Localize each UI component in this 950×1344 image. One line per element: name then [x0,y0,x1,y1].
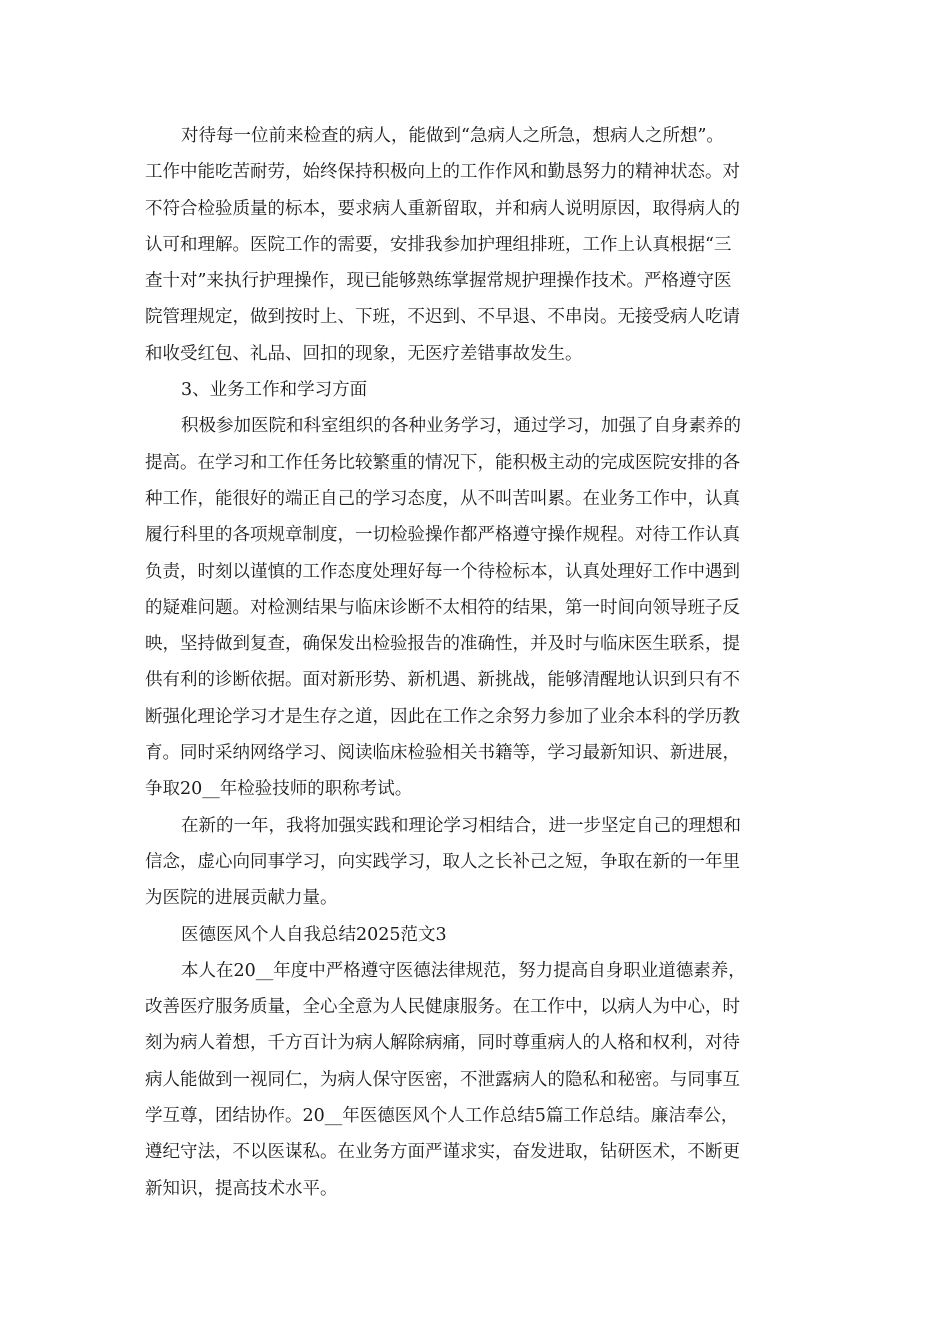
text-line: 医德医风个人自我总结2025范文3 [181,924,447,945]
text-line: 查十对”来执行护理操作，现已能够熟练掌握常规护理操作技术。严格遵守医 [145,271,732,292]
text-line: 履行科里的各项规章制度，一切检验操作都严格遵守操作规程。对待工作认真 [145,525,740,546]
text-line: 映，坚持做到复查，确保发出检验报告的准确性，并及时与临床医生联系，提 [145,634,740,655]
text-line: 刻为病人着想，千方百计为病人解除病痛，同时尊重病人的人格和权利，对待 [145,1033,740,1054]
text-line: 的疑难问题。对检测结果与临床诊断不太相符的结果，第一时间向领导班子反 [145,597,740,618]
text-line: 积极参加医院和科室组织的各种业务学习，通过学习，加强了自身素养的 [181,416,741,437]
document-body [145,118,795,1207]
text-line: 信念，虚心向同事学习，向实践学习，取人之长补己之短，争取在新的一年里 [145,851,740,872]
text-line: 供有利的诊断依据。面对新形势、新机遇、新挑战，能够清醒地认识到只有不 [145,670,740,691]
text-line: 断强化理论学习才是生存之道，因此在工作之余努力参加了业余本科的学历教 [145,706,740,727]
text-line: 不符合检验质量的标本，要求病人重新留取，并和病人说明原因，取得病人的 [145,198,740,219]
text-line: 育。同时采纳网络学习、阅读临床检验相关书籍等，学习最新知识、新进展， [145,743,740,764]
text-line: 院管理规定，做到按时上、下班，不迟到、不早退、不串岗。无接受病人吃请 [145,307,740,328]
text-line: 争取20__年检验技师的职称考试。 [145,779,413,800]
text-line: 本人在20__年度中严格遵守医德法律规范，努力提高自身职业道德素养， [181,960,746,981]
text-line: 新知识，提高技术水平。 [145,1178,338,1199]
text-line: 病人能做到一视同仁，为病人保守医密，不泄露病人的隐私和秘密。与同事互 [145,1069,740,1090]
text-line: 工作中能吃苦耐劳，始终保持积极向上的工作作风和勤恳努力的精神状态。对 [145,162,740,183]
text-line: 认可和理解。医院工作的需要，安排我参加护理组排班，工作上认真根据“三 [145,234,732,255]
text-line: 学互尊，团结协作。20__年医德医风个人工作总结5篇工作总结。廉洁奉公， [145,1106,739,1127]
text-line: 种工作，能很好的端正自己的学习态度，从不叫苦叫累。在业务工作中，认真 [145,488,740,509]
text-line: 提高。在学习和工作任务比较繁重的情况下，能积极主动的完成医院安排的各 [145,452,740,473]
text-line: 对待每一位前来检查的病人，能做到“急病人之所急，想病人之所想”。 [181,126,724,146]
text-line: 改善医疗服务质量，全心全意为人民健康服务。在工作中，以病人为中心，时 [145,997,740,1018]
text-line: 3、业务工作和学习方面 [181,380,368,401]
text-line: 遵纪守法，不以医谋私。在业务方面严谨求实，奋发进取，钻研医术，不断更 [145,1142,740,1163]
text-line: 负责，时刻以谨慎的工作态度处理好每一个待检标本，认真处理好工作中遇到 [145,561,740,582]
text-line: 为医院的进展贡献力量。 [145,888,338,909]
text-line: 和收受红包、礼品、回扣的现象，无医疗差错事故发生。 [145,343,583,364]
text-line: 在新的一年，我将加强实践和理论学习相结合，进一步坚定自己的理想和 [181,815,741,836]
